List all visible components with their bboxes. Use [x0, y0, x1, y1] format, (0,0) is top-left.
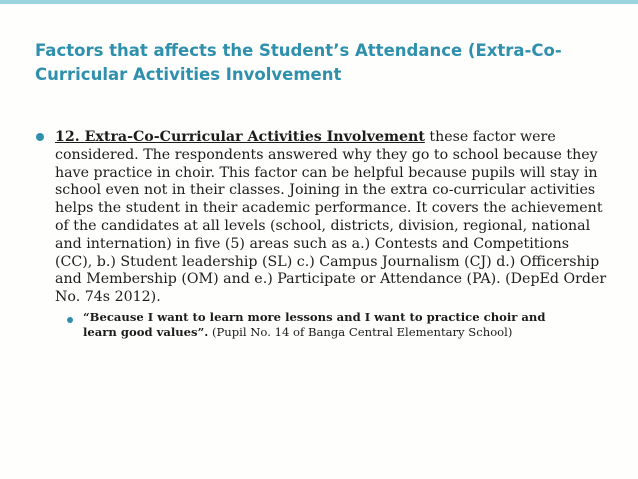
slide-title: Factors that affects the Student’s Attendance (Extra-Co-Curricular Activities Involvement: [35, 41, 562, 84]
sub-point: [83, 310, 583, 340]
top-accent-bar: [0, 0, 638, 4]
bullet-dot-icon: [36, 133, 44, 141]
sub-bullet-dot-icon: [67, 317, 73, 323]
quote-source: (Pupil No. 14 of Banga Central Elementary School): [208, 324, 513, 339]
main-point-heading: 12. Extra-Co-Curricular Activities Involvement: [55, 129, 425, 145]
pupil-quote: “Because I want to learn more lessons and I want to practice choir and learn good values”.: [83, 309, 546, 339]
slide-body: [48, 129, 608, 340]
sub-point-text: [83, 310, 583, 340]
main-point-text: these factor were considered. The respondents answered why they go to school because they have practice in choir. This factor can be helpful because pupils will stay in school even not in their classes. Joining in the extra co-curricular activities helps the student in their academic performance. It covers the achievement of the candidates at all levels (school, districts, division, regional, national and internation) in five (5) areas such as a.) Contests and Competitions (CC), b.) Student leadership (SL) c.) Campus Journalism (CJ) d.) Officership and Membership (OM) and e.) Participate or Attendance (PA). (DepEd Order No. 74s 2012).: [55, 129, 607, 306]
main-point: [55, 129, 608, 307]
